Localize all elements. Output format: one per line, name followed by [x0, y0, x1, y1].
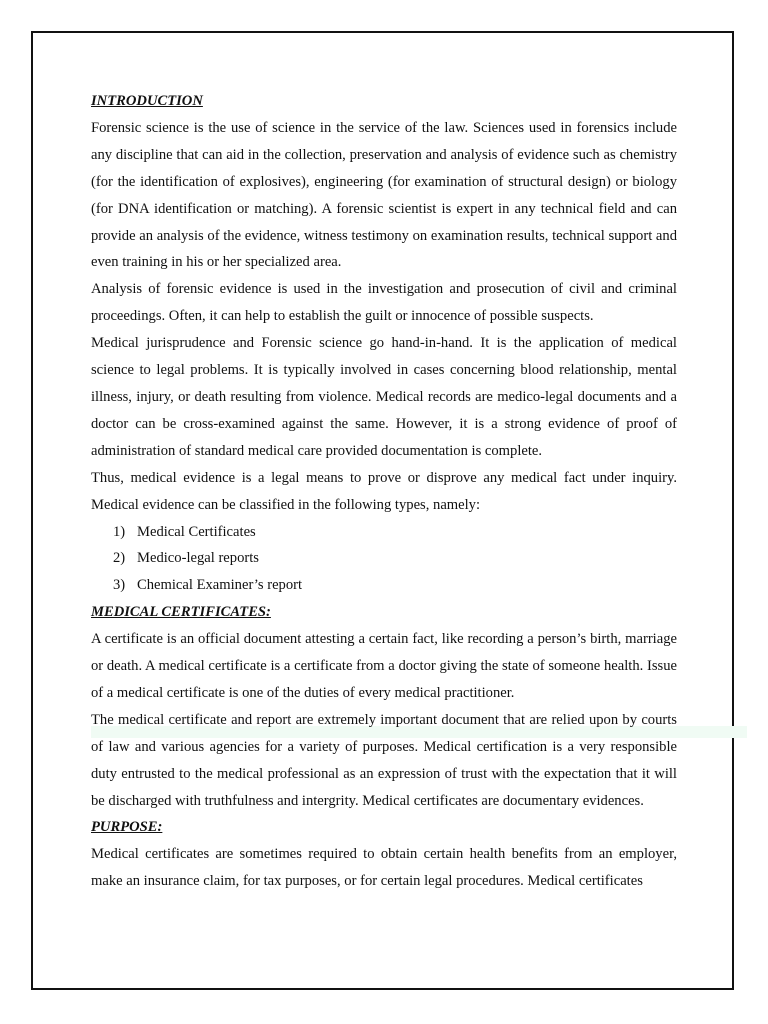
list-item-number: 3) [113, 577, 126, 594]
list-item-text: Medico-legal reports [137, 550, 259, 567]
heading-introduction: INTRODUCTION [91, 93, 203, 109]
paragraph-forensic-evidence: Analysis of forensic evidence is used in the investigation and prosecution of civil and criminal proceedings. Often, it can help to establish the guilt or innocence of possible suspects. [91, 281, 677, 325]
list-item [91, 545, 677, 572]
list-item-text: Chemical Examiner’s report [137, 577, 303, 594]
paragraph-certificate-definition: A certificate is an official document attesting a certain fact, like recording a person’s birth, marriage or death. A medical certificate is a certificate from a doctor giving the state of someone health. Issue of a medical certificate is one of the duties of every medical practitioner. [91, 631, 677, 701]
paragraph-certificate-importance: The medical certificate and report are extremely important document that are relied upon by courts of law and various agencies for a variety of purposes. Medical certification is a very responsible duty entrusted to the medical professional as an expression of trust with the expectation that it will be discharged with truthfulness and intergrity. Medical certificates are documentary evidences. [91, 711, 677, 809]
list-item-number: 1) [113, 523, 126, 540]
document-body [91, 88, 677, 895]
paragraph-purpose: Medical certificates are sometimes required to obtain certain health benefits from an employer, make an insurance claim, for tax purposes, or for certain legal procedures. Medical certificates [91, 846, 677, 890]
heading-medical-certificates: MEDICAL CERTIFICATES: [91, 604, 271, 621]
list-item [91, 572, 677, 599]
list-item-text: Medical Certificates [137, 523, 256, 540]
heading-purpose: PURPOSE: [91, 819, 163, 836]
list-item [91, 519, 677, 546]
evidence-types-list [91, 519, 677, 600]
paragraph-medical-jurisprudence: Medical jurisprudence and Forensic science go hand-in-hand. It is the application of medical science to legal problems. It is typically involved in cases concerning blood relationship, mental illness, injury, or death resulting from violence. Medical records are medico-legal documents and a doctor can be cross-examined against the same. However, it is a strong evidence of proof of administration of standard medical care provided documentation is complete. [91, 335, 677, 459]
list-item-number: 2) [113, 550, 126, 567]
paragraph-medical-evidence: Thus, medical evidence is a legal means to prove or disprove any medical fact under inquiry. Medical evidence can be classified in the following types, namely: [91, 469, 677, 513]
paragraph-forensic-science: Forensic science is the use of science in the service of the law. Sciences used in forensics include any discipline that can aid in the collection, preservation and analysis of evidence such as chemistry (for the identification of explosives), engineering (for examination of structural design) or biology (for DNA identification or matching). A forensic scientist is expert in any technical field and can provide an analysis of the evidence, witness testimony on examination results, technical support and even training in his or her specialized area. [91, 119, 677, 271]
